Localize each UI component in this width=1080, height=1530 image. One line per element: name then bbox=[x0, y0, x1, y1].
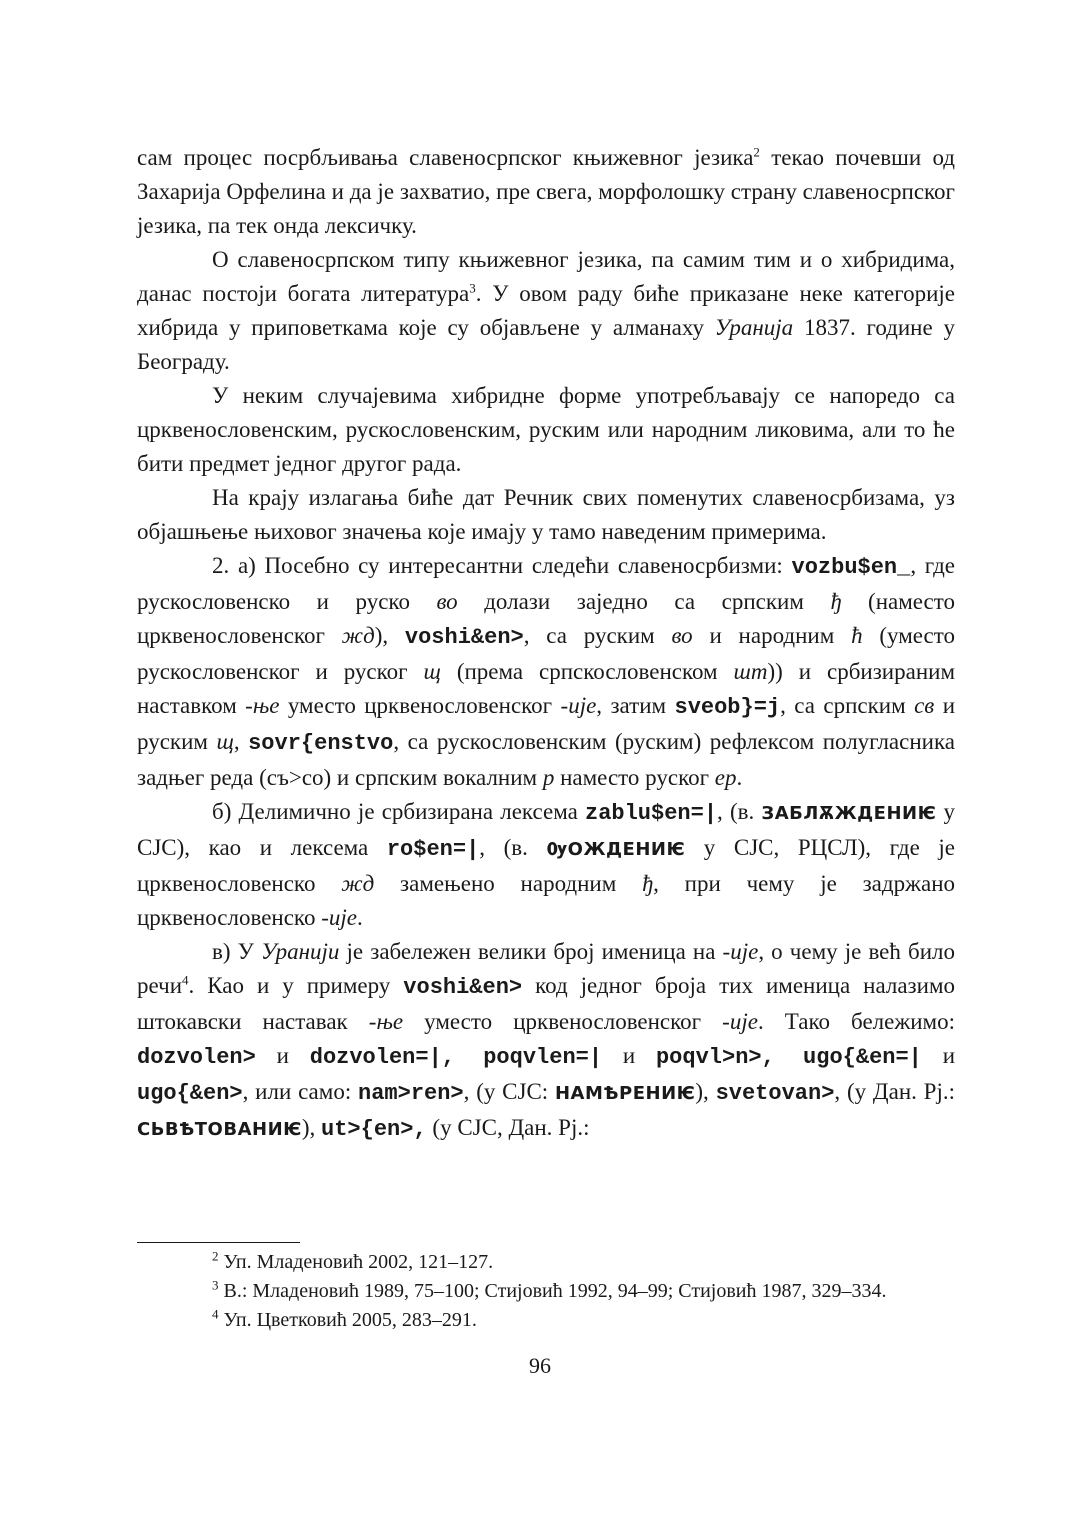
text-run: , (в. bbox=[717, 799, 762, 824]
body-text bbox=[137, 141, 955, 1147]
transliterated-word: svetovan> bbox=[715, 1081, 835, 1106]
text-run: (уместо рускословенског и руског bbox=[137, 623, 956, 684]
italic-text: -ње bbox=[245, 693, 280, 718]
church-slavonic-word: ЗАБЛѪЖДЕНИѤ bbox=[761, 803, 937, 824]
transliterated-word: zablu$en=| bbox=[585, 801, 718, 826]
italic-text: -ије bbox=[722, 939, 759, 964]
text-run: и bbox=[255, 1043, 310, 1068]
italic-text: -ње bbox=[368, 1009, 404, 1034]
text-run: . bbox=[356, 905, 363, 930]
paragraph-p2 bbox=[137, 243, 955, 379]
italic-text: Уранија bbox=[714, 315, 794, 340]
text-run: , затим bbox=[596, 693, 675, 718]
paragraph-p6 bbox=[137, 795, 955, 935]
text-run: и bbox=[602, 1043, 656, 1068]
text-run: )) и србизираним наставком bbox=[137, 659, 955, 718]
italic-text: -ије bbox=[560, 693, 597, 718]
text-run: код једног броја тих именица налазимо штокавски наставак bbox=[137, 973, 955, 1034]
paragraph-p1 bbox=[137, 141, 955, 243]
transliterated-word: voshi&en> bbox=[403, 975, 523, 1000]
text-run: у СЈС, РЦСЛ), где је црквенословенско bbox=[137, 835, 956, 896]
text-run: замењено народним bbox=[374, 871, 643, 896]
text-run: текао почевши од Захарија Орфелина и да је захватио, пре свега, морфолошку страну славеносрпског језика, па тек онда лексичку. bbox=[137, 145, 955, 238]
paragraph-p3 bbox=[137, 379, 955, 481]
text-run: У неким случајевима хибридне форме употребљавају се напоредо са црквенословенским, рускословенским, руским или народним ликовима, али то ће бити предмет једног другог рада. bbox=[137, 383, 955, 476]
text-run: О славеносрпском типу књижевног језика, па самим тим и о хибридима, данас постоји богата литература bbox=[137, 247, 955, 306]
text-run: , где рускословенско и руско bbox=[137, 553, 956, 614]
text-run: и bbox=[921, 1043, 956, 1068]
transliterated-word: voshi&en> bbox=[404, 625, 524, 650]
transliterated-word: poqvl>n>, ugo{&en=| bbox=[655, 1045, 922, 1070]
italic-text: во bbox=[436, 589, 458, 614]
footnote-marker: 4 bbox=[212, 1306, 219, 1322]
footnote-marker: 2 bbox=[753, 144, 760, 160]
footnote-marker: 4 bbox=[182, 972, 189, 988]
text-run: уместо црквенословенског bbox=[279, 693, 561, 718]
transliterated-word: ugo{&en> bbox=[137, 1081, 243, 1106]
church-slavonic-word: СЬВѢТОВАНИѤ bbox=[137, 1119, 302, 1140]
footnote-separator bbox=[137, 1242, 300, 1243]
text-run: ), bbox=[374, 623, 405, 648]
transliterated-word: sveob}=j bbox=[674, 695, 781, 720]
italic-text: щ bbox=[216, 729, 234, 754]
italic-text: жд bbox=[341, 623, 375, 648]
transliterated-word: sovr{enstvo bbox=[248, 731, 394, 756]
text-run: и народним bbox=[692, 623, 852, 648]
footnote-fn3 bbox=[137, 1277, 955, 1306]
text-run: 1837. године у Београду. bbox=[137, 315, 955, 374]
text-run: , са српским bbox=[780, 693, 915, 718]
text-run: , bbox=[233, 729, 249, 754]
italic-text: жд bbox=[341, 871, 375, 896]
footnote-marker: 2 bbox=[212, 1248, 219, 1264]
transliterated-word: nam>ren> bbox=[358, 1081, 464, 1106]
italic-text: св bbox=[914, 693, 935, 718]
text-run: , (у СЈС: bbox=[463, 1079, 555, 1104]
italic-text: ђ bbox=[830, 589, 842, 614]
italic-text: р bbox=[542, 765, 555, 790]
paragraph-p7 bbox=[137, 935, 955, 1147]
transliterated-word: ut>{en>, bbox=[321, 1117, 427, 1142]
footnote-marker: 3 bbox=[212, 1277, 219, 1293]
church-slavonic-word: ѸОЖДЕНИѤ bbox=[546, 839, 686, 860]
text-run: , (у Дан. Рј.: bbox=[834, 1079, 955, 1104]
italic-text: -ије bbox=[321, 905, 357, 930]
text-run: , о чему је већ било речи bbox=[137, 939, 955, 998]
text-run: наместо руског bbox=[554, 765, 715, 790]
text-run: (према српскословенском bbox=[440, 659, 734, 684]
text-run: у СЈС), као и лексема bbox=[137, 799, 956, 860]
text-run: је забележен велики број именица на bbox=[339, 939, 723, 964]
text-run: б) Делимично је србизирана лексема bbox=[212, 799, 585, 824]
text-run: . У овом раду биће приказане неке категорије хибрида у приповеткама које су објављене у алманаху bbox=[137, 281, 955, 340]
text-run: ), bbox=[695, 1079, 716, 1104]
text-run: сам процес посрбљивања славеносрпског књижевног језика bbox=[137, 145, 754, 170]
footnote-marker: 3 bbox=[469, 280, 476, 296]
italic-text: -ије bbox=[722, 1009, 758, 1034]
italic-text: ђ bbox=[642, 871, 654, 896]
text-run: , или само: bbox=[242, 1079, 359, 1104]
text-run: , при чему је задржано црквенословенско bbox=[137, 871, 955, 930]
italic-text: Уранији bbox=[261, 939, 340, 964]
text-run: (у СЈС, Дан. Рј.: bbox=[426, 1115, 590, 1140]
paragraph-p4 bbox=[137, 481, 955, 549]
text-run: Уп. Цветковић 2005, 283–291. bbox=[218, 1309, 477, 1331]
transliterated-word: vozbu$en_ bbox=[791, 555, 911, 580]
text-run: . bbox=[736, 765, 743, 790]
text-run: и руским bbox=[137, 693, 956, 754]
text-run: долази заједно са српским bbox=[457, 589, 831, 614]
text-run: уместо црквенословенског bbox=[403, 1009, 723, 1034]
text-run: На крају излагања биће дат Речник свих поменутих славеносрбизама, уз објашњење њиховог значења које имају у тамо наведеним примерима. bbox=[137, 485, 955, 544]
footnote-fn2 bbox=[137, 1248, 955, 1277]
transliterated-word: dozvolen> bbox=[137, 1045, 256, 1070]
footnote-fn4 bbox=[137, 1306, 955, 1335]
text-run: 2. а) Посебно су интересантни следећи славеносрбизми: bbox=[212, 553, 792, 578]
page-number: 96 bbox=[529, 1353, 551, 1378]
italic-text: ер bbox=[714, 765, 737, 790]
text-run: ), bbox=[301, 1115, 322, 1140]
transliterated-word: ro$en=| bbox=[386, 837, 480, 862]
text-run: в) У bbox=[212, 939, 262, 964]
church-slavonic-word: НАМѢРЕНИѤ bbox=[554, 1083, 696, 1104]
text-run: , (в. bbox=[479, 835, 547, 860]
text-run: , са рускословенским (руским) рефлексом полугласника задњег реда (съ>со) и српским вокалним bbox=[137, 729, 955, 790]
italic-text: во bbox=[671, 623, 693, 648]
transliterated-word: dozvolen=|, poqvlen=| bbox=[309, 1045, 603, 1070]
text-run: . Као и у примеру bbox=[188, 973, 404, 998]
italic-text: шт bbox=[733, 659, 768, 684]
text-run: Уп. Младеновић 2002, 121–127. bbox=[218, 1251, 494, 1273]
text-run: (наместо црквенословенског bbox=[137, 589, 955, 648]
italic-text: щ bbox=[423, 659, 441, 684]
text-run: , са руским bbox=[523, 623, 672, 648]
paragraph-p5 bbox=[137, 549, 955, 795]
footnotes bbox=[137, 1248, 955, 1335]
italic-text: ћ bbox=[851, 623, 863, 648]
text-run: В.: Младеновић 1989, 75–100; Стијовић 1992, 94–99; Стијовић 1987, 329–334. bbox=[218, 1280, 887, 1302]
text-run: . Тако бележимо: bbox=[757, 1009, 955, 1034]
